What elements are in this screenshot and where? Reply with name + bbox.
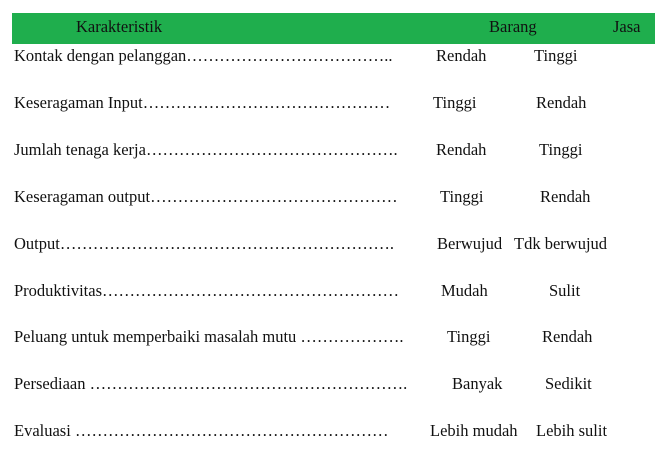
table-row — [0, 92, 666, 114]
table-row — [0, 186, 666, 208]
row-goods-value: Lebih mudah — [430, 421, 518, 440]
table-row — [0, 233, 666, 255]
table-header-bar — [12, 13, 655, 44]
row-services-value: Sedikit — [545, 374, 592, 393]
row-services-value: Rendah — [536, 93, 587, 112]
row-goods-value: Berwujud — [437, 234, 503, 253]
row-label: Peluang untuk memperbaiki masalah mutu ………………. — [14, 327, 404, 346]
row-goods-value: Tinggi — [433, 93, 477, 112]
row-services-value: Sulit — [549, 281, 581, 300]
row-goods-value: Tinggi — [440, 187, 484, 206]
row-services-value: Rendah — [540, 187, 591, 206]
row-label: Kontak dengan pelanggan……………………………….. — [14, 46, 393, 65]
row-services-value: Lebih sulit — [536, 421, 608, 440]
table-row — [0, 373, 666, 395]
row-label: Produktivitas……………………………………………… — [14, 281, 400, 300]
row-label: Evaluasi ………………………………………………… — [14, 421, 389, 440]
row-services-value: Tinggi — [539, 140, 583, 159]
row-goods-value: Banyak — [452, 374, 503, 393]
row-services-value: Rendah — [542, 327, 593, 346]
table-row — [0, 326, 666, 348]
row-goods-value: Tinggi — [447, 327, 491, 346]
row-label: Keseragaman Input……………………………………… — [14, 93, 391, 112]
header-characteristic: Karakteristik — [76, 17, 163, 36]
row-goods-value: Rendah — [436, 46, 487, 65]
header-services: Jasa — [613, 17, 641, 36]
row-services-value: Tinggi — [534, 46, 578, 65]
table-row — [0, 280, 666, 302]
table-row — [0, 420, 666, 442]
table-row — [0, 139, 666, 161]
row-label: Jumlah tenaga kerja………………………………………. — [14, 140, 398, 159]
row-services-value: Tdk berwujud — [514, 234, 608, 253]
row-label: Persediaan …………………………………………………. — [14, 374, 408, 393]
row-label: Keseragaman output……………………………………… — [14, 187, 398, 206]
header-goods: Barang — [489, 17, 537, 36]
table-row — [0, 45, 666, 67]
row-goods-value: Rendah — [436, 140, 487, 159]
row-goods-value: Mudah — [441, 281, 488, 300]
row-label: Output……………………………………………………. — [14, 234, 394, 253]
